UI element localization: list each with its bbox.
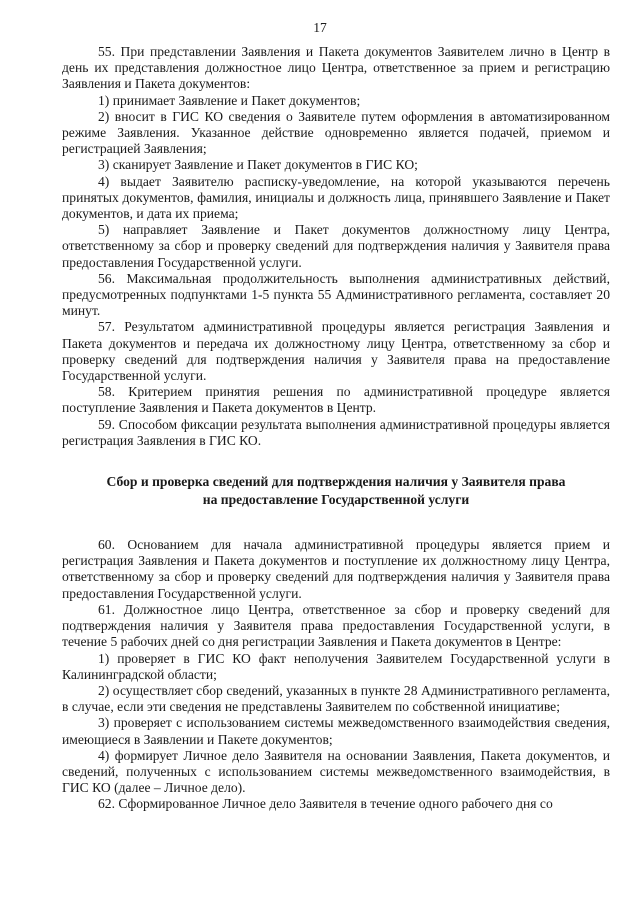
page-number: 17 xyxy=(313,20,327,35)
paragraph-57: 57. Результатом административной процедуры является регистрация Заявления и Пакета документов и передача их должностному лицу Центра, ответственному за сбор и проверку сведений для подтверждения наличия у Заявителя права на предоставление Государственной услуги. xyxy=(62,319,610,384)
paragraph-59: 59. Способом фиксации результата выполнения административной процедуры является регистрация Заявления в ГИС КО. xyxy=(62,416,610,448)
paragraph-55-item-4: 4) выдает Заявителю расписку-уведомление, на которой указываются перечень принятых документов, фамилия, инициалы и должность лица, принявшего Заявление и Пакет документов, и дата их приема; xyxy=(62,173,610,222)
document-body xyxy=(62,44,610,813)
paragraph-61-item-4: 4) формирует Личное дело Заявителя на основании Заявления, Пакета документов, и сведений, полученных с использованием системы межведомственного взаимодействия, в ГИС КО (далее – Личное дело). xyxy=(62,747,610,796)
paragraph-55-item-5: 5) направляет Заявление и Пакет документов должностному лицу Центра, ответственному за сбор и проверку сведений для подтверждения наличия у Заявителя права предоставления Государственной услуги. xyxy=(62,222,610,270)
paragraph-61-item-3: 3) проверяет с использованием системы межведомственного взаимодействия сведения, имеющиеся в Заявлении и Пакете документов; xyxy=(62,715,610,747)
paragraph-56: 56. Максимальная продолжительность выполнения административных действий, предусмотренных подпунктами 1-5 пункта 55 Административного регламента, составляет 20 минут. xyxy=(62,270,610,319)
section-heading-line-2: на предоставление Государственной услуги xyxy=(202,492,470,508)
paragraph-55-item-2: 2) вносит в ГИС КО сведения о Заявителе путем оформления в автоматизированном режиме Заявления. Указанное действие одновременно является подачей, приемом и регистрацией Заявления; xyxy=(62,108,610,157)
paragraph-62: 62. Сформированное Личное дело Заявителя в течение одного рабочего дня со xyxy=(98,796,553,812)
paragraph-58: 58. Критерием принятия решения по административной процедуре является поступление Заявления и Пакета документов в Центр. xyxy=(62,384,610,416)
paragraph-61-item-2: 2) осуществляет сбор сведений, указанных в пункте 28 Административного регламента, в случае, если эти сведения не представлены Заявителем по собственной инициативе; xyxy=(62,682,610,715)
paragraph-55: 55. При представлении Заявления и Пакета документов Заявителем лично в Центр в день их представления должностное лицо Центра, ответственное за прием и регистрацию Заявления и Пакета документов: xyxy=(62,44,610,92)
section-heading-line-1: Сбор и проверка сведений для подтверждения наличия у Заявителя права xyxy=(106,474,566,490)
paragraph-61-item-1: 1) проверяет в ГИС КО факт неполучения Заявителем Государственной услуги в Калининградской области; xyxy=(62,650,610,682)
section-heading xyxy=(62,473,610,509)
paragraph-55-item-3: 3) сканирует Заявление и Пакет документов в ГИС КО; xyxy=(98,157,418,173)
paragraph-60: 60. Основанием для начала административной процедуры является прием и регистрация Заявления и Пакета документов и поступление их должностному лицу Центра, ответственному за сбор и проверку сведений для подтверждения наличия у Заявителя права предоставления Государственной услуги. xyxy=(62,537,610,601)
paragraph-55-item-1: 1) принимает Заявление и Пакет документов; xyxy=(98,92,361,108)
paragraph-61: 61. Должностное лицо Центра, ответственное за сбор и проверку сведений для подтверждения наличия у Заявителя права предоставления Государственной услуги, в течение 5 рабочих дней со дня регистрации Заявления и Пакета документов в Центре: xyxy=(62,601,610,650)
